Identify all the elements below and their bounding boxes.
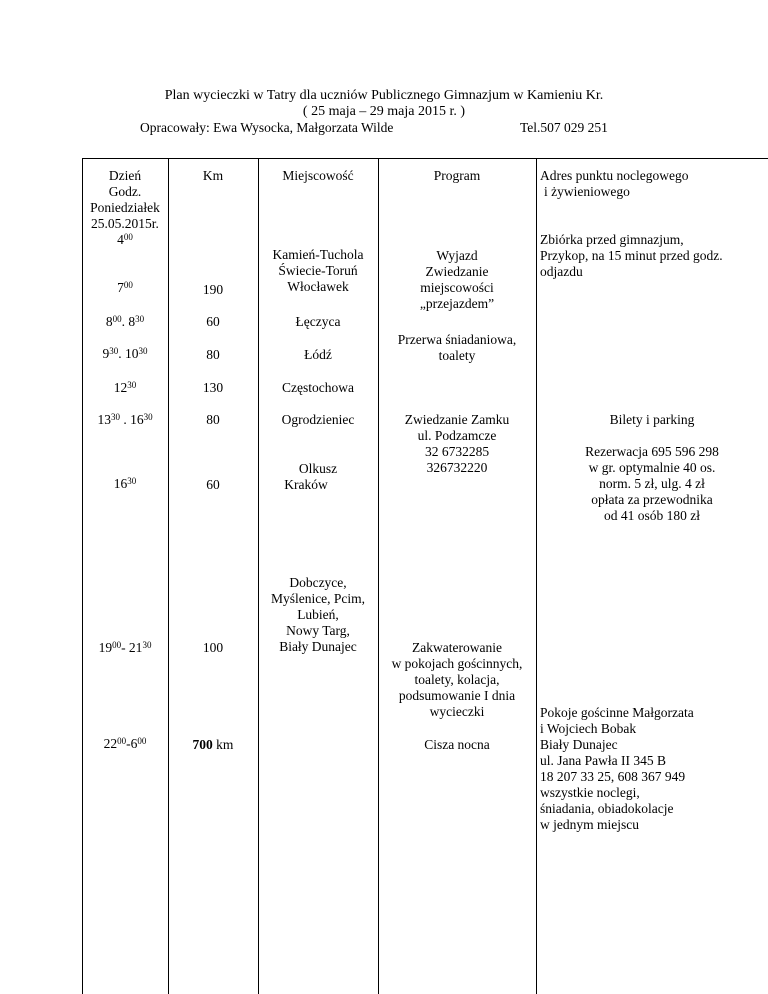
column-header-km: Km: [202, 168, 224, 183]
program-cell: w pokojach gościnnych,: [391, 656, 523, 671]
program-cell: Zwiedzanie: [425, 264, 489, 279]
place-cell: Łódź: [304, 347, 332, 362]
phone: Tel.507 029 251: [520, 120, 608, 135]
column-header-place: Miejscowość: [282, 168, 354, 183]
column-header-address: Adres punktu noclegowego: [540, 168, 689, 183]
place-cell: Włocławek: [287, 279, 349, 294]
address-cell: Przykop, na 15 minut przed godz.: [540, 248, 723, 263]
table-top-border: [82, 158, 768, 159]
km-cell: 80: [206, 412, 220, 427]
address-cell: opłata za przewodnika: [591, 492, 713, 507]
time-cell: $16^{30}$: [113, 476, 137, 491]
address-cell: w gr. optymalnie 40 os.: [588, 460, 716, 475]
column-header-day: Dzień: [108, 168, 142, 183]
document-title: Plan wycieczki w Tatry dla uczniów Publicznego Gimnazjum w Kamieniu Kr.: [164, 88, 604, 103]
program-cell: wycieczki: [429, 704, 485, 719]
address-cell: od 41 osób 180 zł: [604, 508, 700, 523]
place-cell: Kamień-Tuchola: [272, 247, 364, 262]
place-cell: Łęczyca: [295, 314, 341, 329]
column-header-address-sub: i żywieniowego: [544, 184, 630, 199]
program-cell: 32 6732285: [424, 444, 490, 459]
address-cell: Zbiórka przed gimnazjum,: [540, 232, 684, 247]
address-cell: ul. Jana Pawła II 345 B: [540, 753, 666, 768]
place-cell: Olkusz: [298, 461, 338, 476]
place-cell: Dobczyce,: [289, 575, 347, 590]
place-cell: Ogrodzieniec: [281, 412, 355, 427]
time-cell: $13^{30}$ . $16^{30}$: [97, 412, 153, 427]
program-cell: „przejazdem”: [419, 296, 495, 311]
km-cell: 60: [206, 477, 220, 492]
program-cell: toalety, kolacja,: [414, 672, 500, 687]
column-header-program: Program: [433, 168, 481, 183]
time-cell: $9^{30}$. $10^{30}$: [102, 346, 148, 361]
place-cell: Myślenice, Pcim,: [270, 591, 366, 606]
place-cell: Lubień,: [297, 607, 339, 622]
time-cell: $4^{00}$: [117, 232, 133, 247]
authors: Opracowały: Ewa Wysocka, Małgorzata Wilde: [140, 120, 394, 135]
address-cell: wszystkie noclegi,: [540, 785, 640, 800]
address-cell: Rezerwacja 695 596 298: [585, 444, 719, 459]
program-cell: Wyjazd: [436, 248, 478, 263]
program-cell: ul. Podzamcze: [417, 428, 497, 443]
km-cell: 80: [206, 347, 220, 362]
km-cell: 130: [202, 380, 224, 395]
program-cell: 326732220: [426, 460, 488, 475]
place-cell: Biały Dunajec: [279, 639, 357, 654]
address-cell: Pokoje gościnne Małgorzata: [540, 705, 694, 720]
address-cell: Biały Dunajec: [540, 737, 618, 752]
address-cell: odjazdu: [540, 264, 583, 279]
address-cell: 18 207 33 25, 608 367 949: [540, 769, 686, 784]
time-cell: $22^{00}-6^{00}$: [103, 736, 147, 751]
km-total: 700 km: [192, 737, 234, 752]
program-cell: Cisza nocna: [424, 737, 490, 752]
address-cell: w jednym miejscu: [540, 817, 639, 832]
program-cell: toalety: [438, 348, 476, 363]
address-cell: norm. 5 zł, ulg. 4 zł: [599, 476, 705, 491]
program-cell: podsumowanie I dnia: [398, 688, 516, 703]
address-cell: Bilety i parking: [609, 412, 695, 427]
column-header-time: Godz.: [108, 184, 142, 199]
address-cell: i Wojciech Bobak: [540, 721, 637, 736]
program-cell: miejscowości: [420, 280, 494, 295]
place-cell: Kraków: [284, 477, 328, 492]
table-border: [536, 158, 537, 994]
day-name: Poniedziałek: [90, 200, 160, 215]
km-cell: 100: [202, 640, 224, 655]
place-cell: Świecie-Toruń: [278, 263, 358, 278]
time-cell: $7^{00}$: [117, 280, 133, 295]
place-cell: Częstochowa: [282, 380, 354, 395]
program-cell: Zakwaterowanie: [412, 640, 502, 655]
document-dates: ( 25 maja – 29 maja 2015 r. ): [302, 104, 466, 119]
address-cell: śniadania, obiadokolacje: [540, 801, 674, 816]
time-cell: $12^{30}$: [113, 380, 137, 395]
km-cell: 60: [206, 314, 220, 329]
time-cell: $8^{00}$. $8^{30}$: [105, 314, 145, 329]
day-date: 25.05.2015r.: [91, 216, 159, 231]
place-cell: Nowy Targ,: [286, 623, 350, 638]
program-cell: Zwiedzanie Zamku: [404, 412, 510, 427]
km-cell: 190: [202, 282, 224, 297]
program-cell: Przerwa śniadaniowa,: [397, 332, 517, 347]
time-cell: $19^{00}-$ $21^{30}$: [98, 640, 152, 655]
